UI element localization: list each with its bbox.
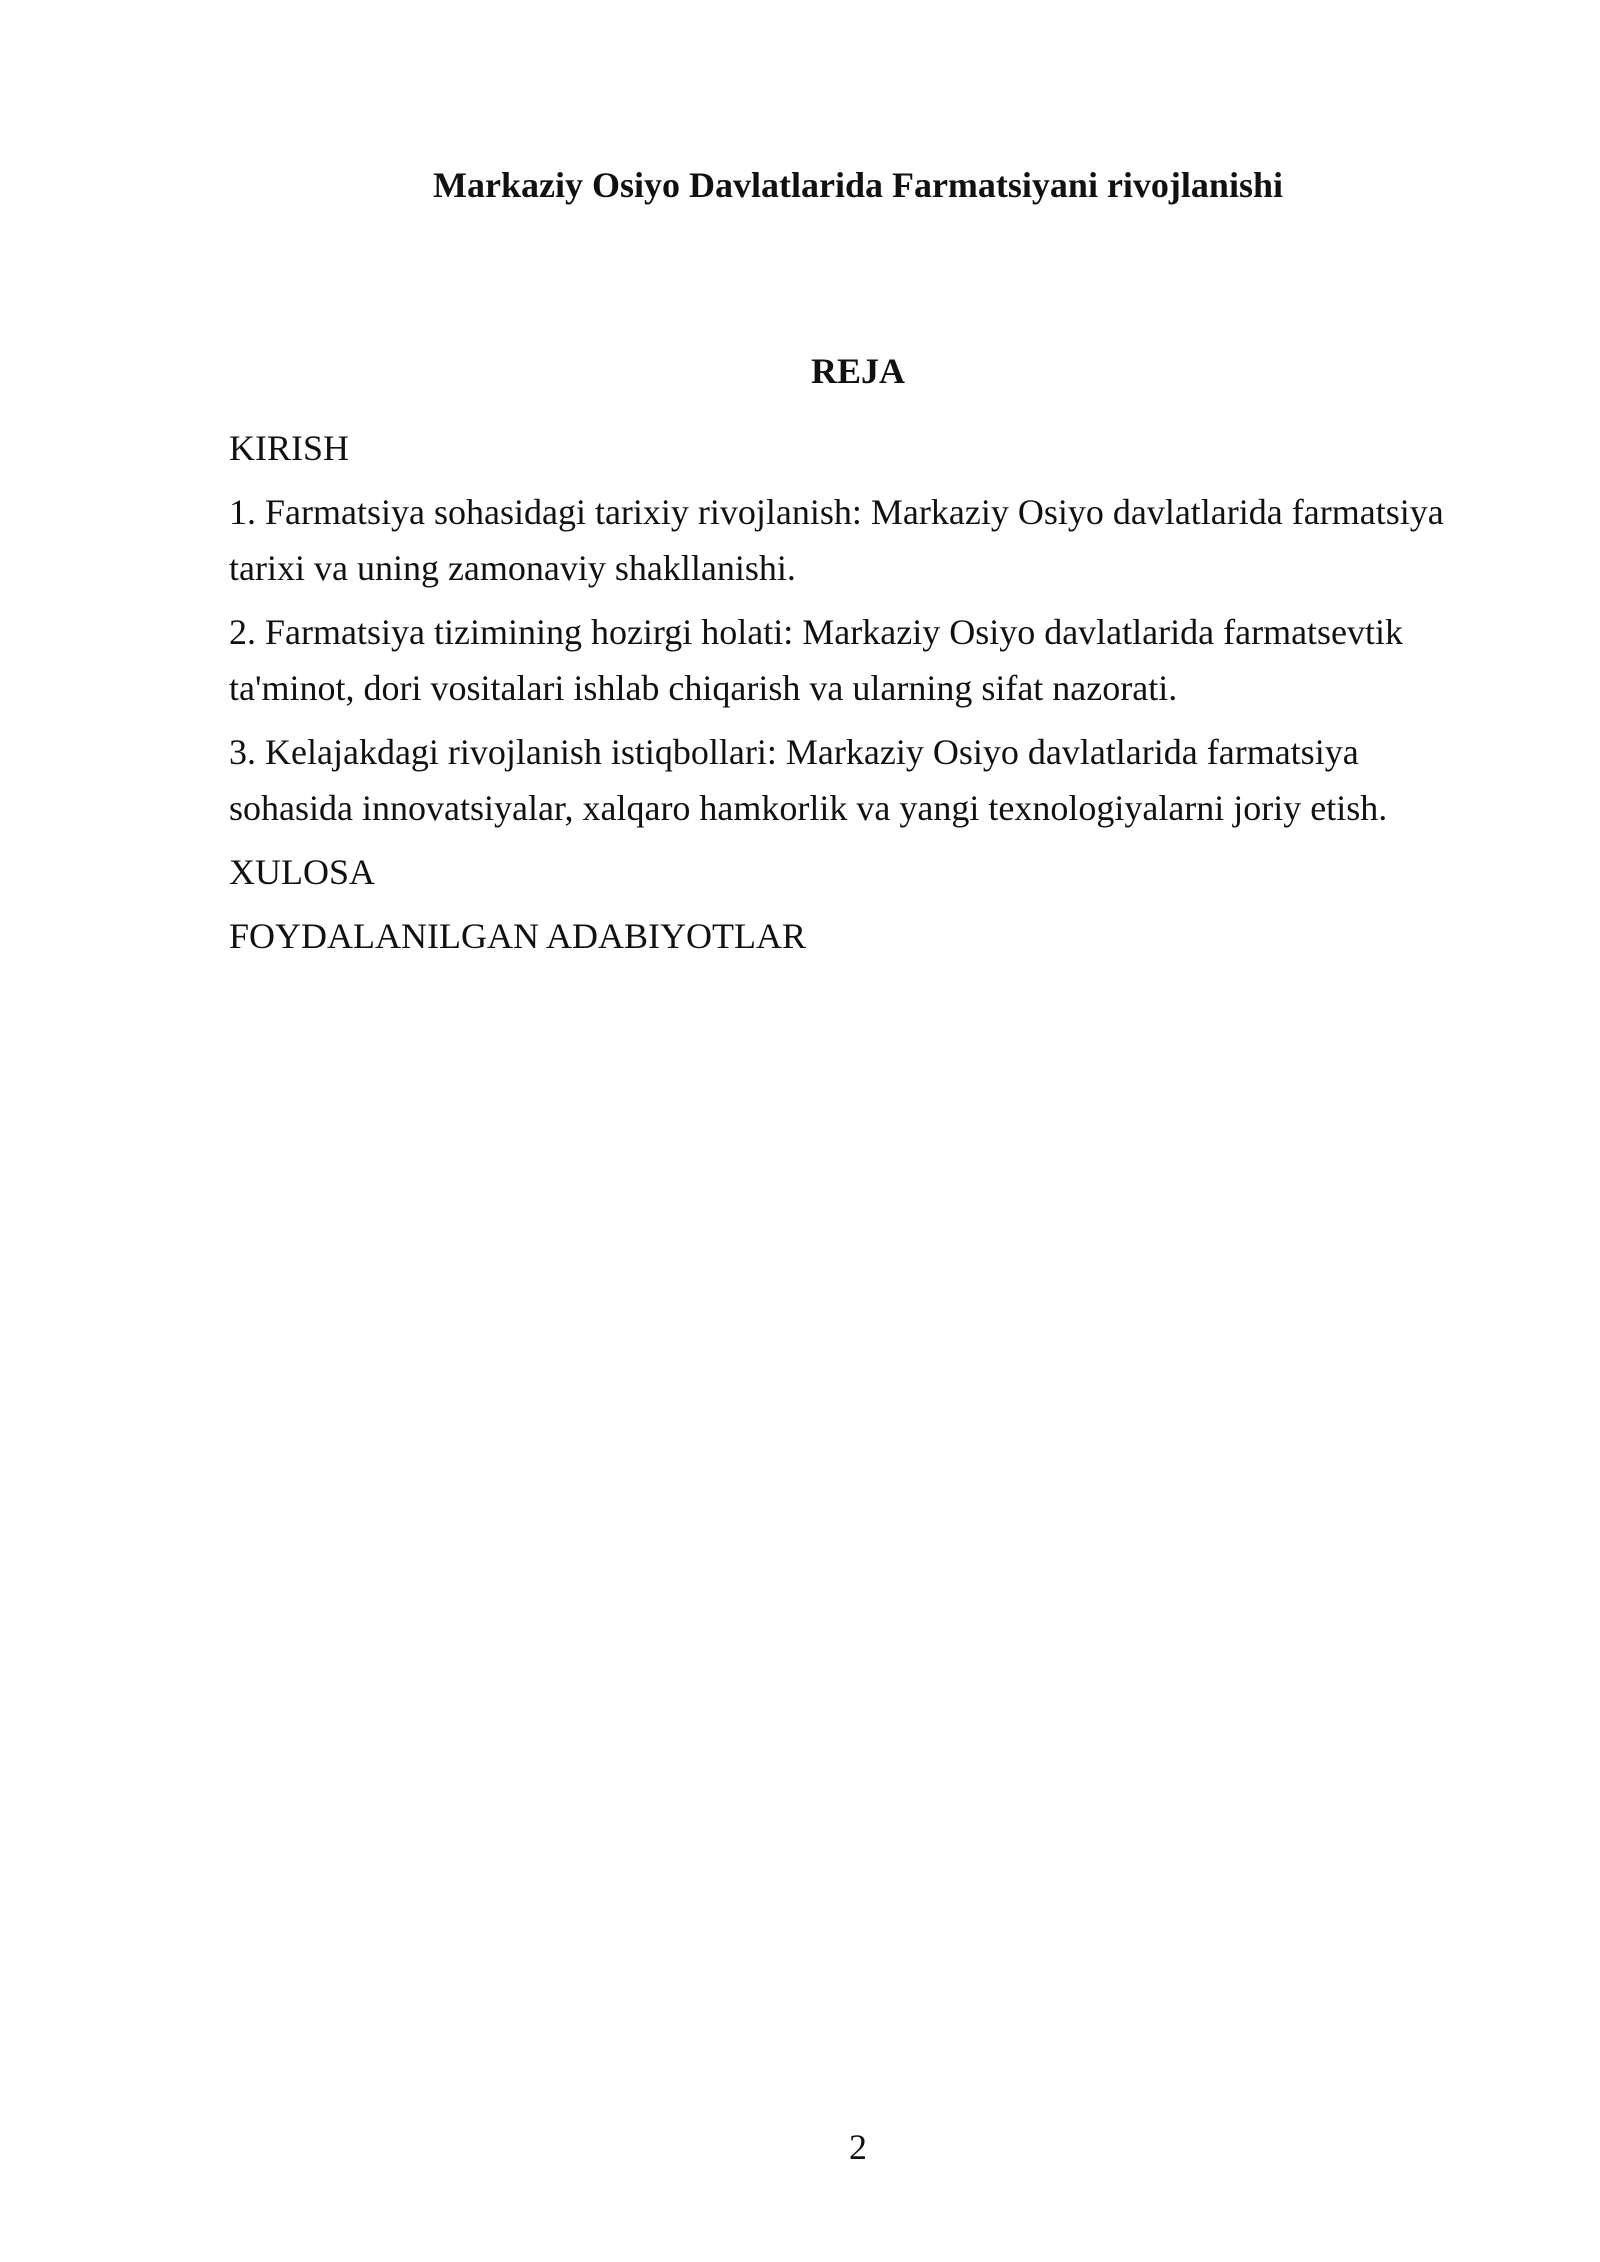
page-number: 2 <box>849 2127 867 2167</box>
document-title: Markaziy Osiyo Davlatlarida Farmatsiyani rivojlanishi <box>433 165 1283 205</box>
plan-item-1: 1. Farmatsiya sohasidagi tarixiy rivojlanish: Markaziy Osiyo davlatlarida farmatsiya tarixi va uning zamonaviy shakllanishi. <box>229 492 1444 588</box>
plan-item-conclusion: XULOSA <box>229 852 376 892</box>
plan-item-references: FOYDALANILGAN ADABIYOTLAR <box>229 916 806 956</box>
plan-item-intro: KIRISH <box>229 428 350 468</box>
plan-item-3: 3. Kelajakdagi rivojlanish istiqbollari: Markaziy Osiyo davlatlarida farmatsiya sohasida innovatsiyalar, xalqaro hamkorlik va yangi texnologiyalarni joriy etish. <box>229 732 1388 828</box>
plan-list <box>229 420 1479 972</box>
plan-item-2: 2. Farmatsiya tizimining hozirgi holati: Markaziy Osiyo davlatlarida farmatsevtik ta'minot, dori vositalari ishlab chiqarish va ularning sifat nazorati. <box>229 612 1404 708</box>
plan-heading: REJA <box>810 351 905 391</box>
